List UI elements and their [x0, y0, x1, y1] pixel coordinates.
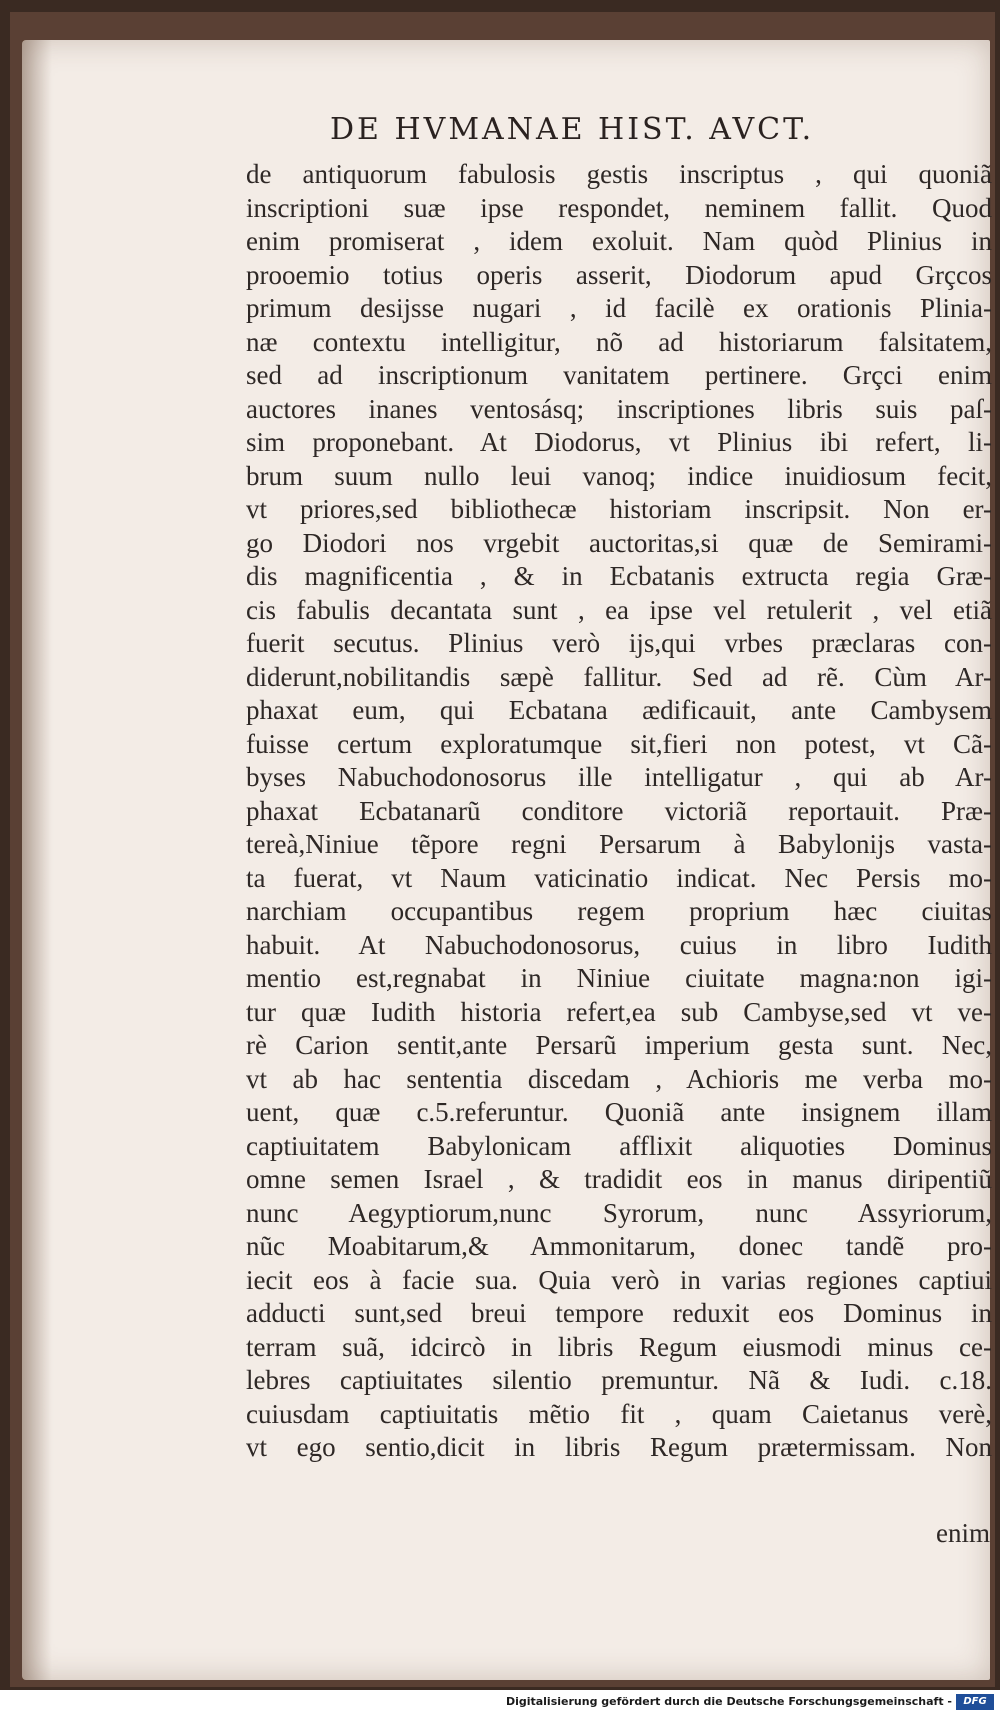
text-line: primum desijsse nugari , id facilè ex orationis Plinia-: [246, 293, 992, 323]
footer-bar: [0, 1690, 1000, 1715]
text-line: omne semen Israel , & tradidit eos in manus diripentiũ: [246, 1164, 992, 1194]
text-line: uent, quæ c.5.referuntur. Quoniã ante insignem illam: [246, 1097, 992, 1127]
text-line: phaxat eum, qui Ecbatana ædificauit, ante Cambysem: [246, 695, 992, 725]
text-line: tur quæ Iudith historia refert,ea sub Cambyse,sed vt ve-: [246, 996, 992, 1027]
dfg-logo-icon: DFG: [956, 1694, 994, 1710]
text-line: de antiquorum fabulosis gestis inscriptus , qui quoniã: [246, 159, 992, 189]
text-line: nũc Moabitarum,& Ammonitarum, donec tandẽ pro-: [246, 1231, 992, 1261]
text-line: terram suã, idcircò in libris Regum eiusmodi minus ce-: [246, 1331, 992, 1362]
text-line: lebres captiuitates silentio premuntur. Nã & Iudi. c.18.: [246, 1365, 992, 1395]
text-line: rè Carion sentit,ante Persarũ imperium gesta sunt. Nec,: [246, 1030, 992, 1060]
text-line: fuisse certum exploratumque sit,fieri non potest, vt Cã-: [246, 728, 992, 759]
funding-credit: Digitalisierung gefördert durch die Deutsche Forschungsgemeinschaft -: [505, 1695, 952, 1708]
text-line: nunc Aegyptiorum,nunc Syrorum, nunc Assyriorum,: [246, 1197, 992, 1228]
text-line: sim proponebant. At Diodorus, vt Plinius ibi refert, li-: [246, 427, 992, 457]
text-line: ta fuerat, vt Naum vaticinatio indicat. Nec Persis mo-: [246, 862, 992, 893]
text-line: fuerit secutus. Plinius verò ijs,qui vrbes præclaras con-: [246, 628, 992, 658]
text-line: prooemio totius operis asserit, Diodorum apud Grçcos: [246, 259, 992, 290]
text-line: byses Nabuchodonosorus ille intelligatur , qui ab Ar-: [246, 762, 992, 792]
text-line: næ contextu intelligitur, nõ ad historiarum falsitatem,: [246, 326, 992, 357]
gutter-shadow: [22, 40, 52, 1680]
text-line: mentio est,regnabat in Niniue ciuitate magna:non igi-: [246, 963, 992, 993]
text-line: vt priores,sed bibliothecæ historiam inscripsit. Non er-: [246, 494, 992, 524]
running-head: DE HVMANAE HIST. AVCT.: [330, 112, 815, 147]
text-line: cuiusdam captiuitatis mẽtio fit , quam Caietanus verè,: [246, 1398, 992, 1429]
text-line: go Diodori nos vrgebit auctoritas,si quæ de Semirami-: [246, 527, 992, 558]
text-line: vt ab hac sententia discedam , Achioris me verba mo-: [246, 1063, 992, 1094]
text-line: auctores inanes ventosásq; inscriptiones libris suis paſ-: [246, 393, 992, 424]
text-line: vt ego sentio,dicit in libris Regum prætermissam. Non: [246, 1432, 992, 1462]
text-line: phaxat Ecbatanarũ conditore victoriã reportauit. Præ-: [246, 795, 992, 826]
text-line: enim promiserat , idem exoluit. Nam quòd Plinius in: [246, 226, 992, 256]
text-line: brum suum nullo leui vanoq; indice inuidiosum fecit,: [246, 460, 992, 491]
text-line: captiuitatem Babylonicam afflixit aliquoties Dominus: [246, 1130, 992, 1161]
text-line: inscriptioni suæ ipse respondet, neminem fallit. Quod: [246, 192, 992, 223]
catchword: enim: [936, 1518, 990, 1548]
text-line: tereà,Niniue tẽpore regni Persarum à Babylonijs vasta-: [246, 829, 992, 859]
text-line: iecit eos à facie sua. Quia verò in varias regiones captiui: [246, 1264, 992, 1295]
text-line: habuit. At Nabuchodonosorus, cuius in libro Iudith: [246, 929, 992, 960]
text-line: sed ad inscriptionum vanitatem pertinere. Grçci enim: [246, 360, 992, 390]
text-line: cis fabulis decantata sunt , ea ipse vel retulerit , vel etiã: [246, 594, 992, 625]
text-line: diderunt,nobilitandis sæpè fallitur. Sed ad rẽ. Cùm Ar-: [246, 661, 992, 692]
body-text: [246, 158, 992, 1518]
text-line: adducti sunt,sed breui tempore reduxit eos Dominus in: [246, 1298, 992, 1328]
text-line: dis magnificentia , & in Ecbatanis extructa regia Græ-: [246, 561, 992, 591]
text-line: narchiam occupantibus regem proprium hæc ciuitas: [246, 896, 992, 926]
